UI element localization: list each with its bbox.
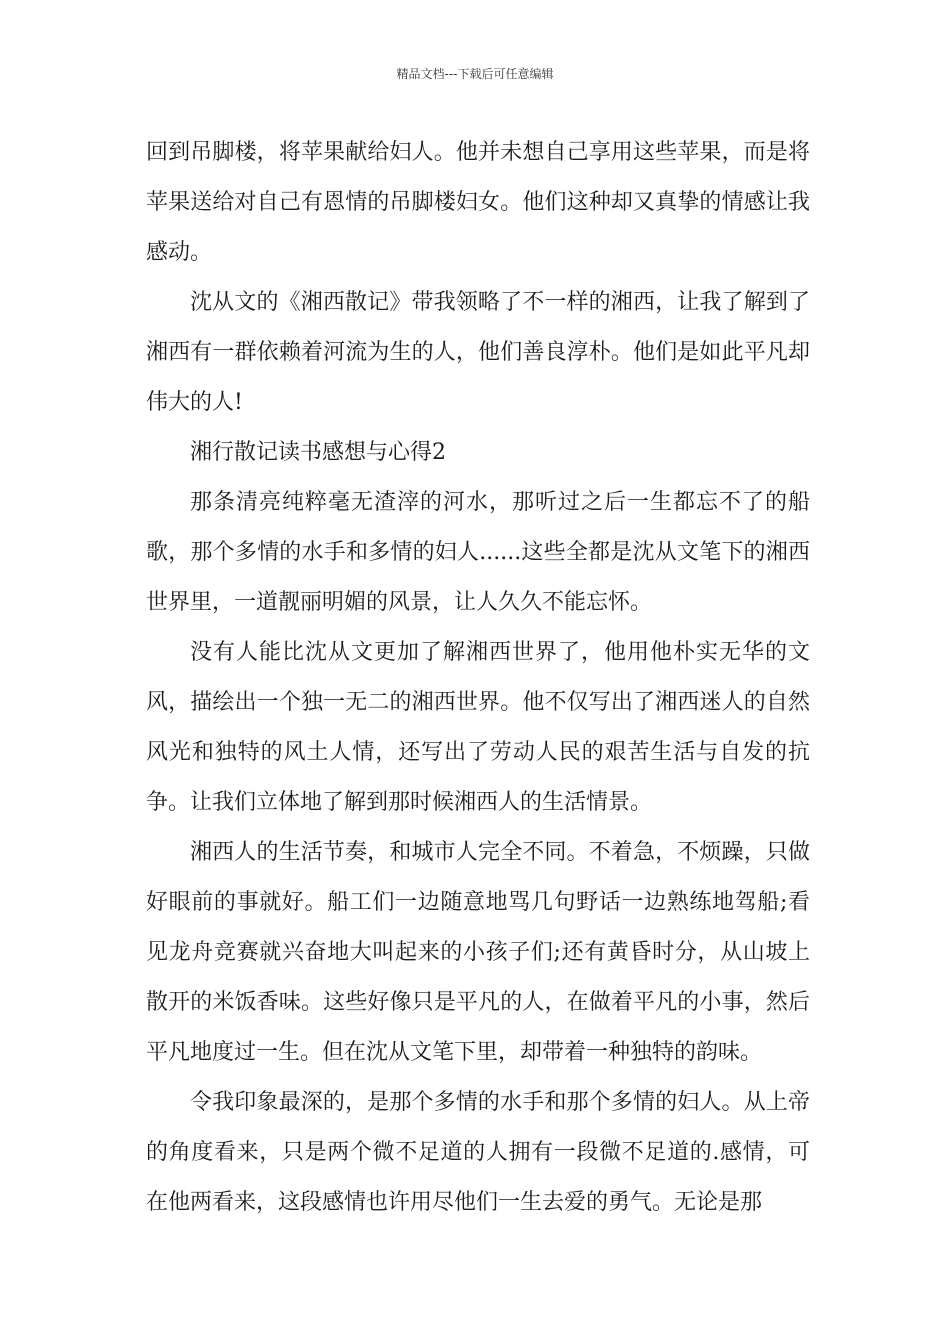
section-heading: 湘行散记读书感想与心得2 — [190, 440, 446, 465]
page-header: 精品文档---下载后可任意编辑 — [396, 67, 554, 81]
paragraph-6: 令我印象最深的，是那个多情的水手和那个多情的妇人。从上帝的角度看来，只是两个微不足道的人拥有一段微不足道的.感情，可在他两看来，这段感情也许用尽他们一生去爱的勇气。无论是那 — [146, 1090, 810, 1215]
paragraph-5: 湘西人的生活节奏，和城市人完全不同。不着急，不烦躁，只做好眼前的事就好。船工们一边随意地骂几句野话一边熟练地驾船;看见龙舟竞赛就兴奋地大叫起来的小孩子们;还有黄昏时分，从山坡上散开的米饭香味。这些好像只是平凡的人，在做着平凡的小事，然后平凡地度过一生。但在沈从文笔下里，却带着一种独特的韵味。 — [146, 840, 810, 1065]
document-body — [146, 128, 810, 1228]
paragraph-1: 回到吊脚楼，将苹果献给妇人。他并未想自己享用这些苹果，而是将苹果送给对自己有恩情的吊脚楼妇女。他们这种却又真挚的情感让我感动。 — [146, 140, 810, 265]
paragraph-3: 那条清亮纯粹毫无渣滓的河水，那听过之后一生都忘不了的船歌，那个多情的水手和多情的妇人......这些全都是沈从文笔下的湘西世界里，一道靓丽明媚的风景，让人久久不能忘怀。 — [146, 490, 810, 615]
paragraph-4: 没有人能比沈从文更加了解湘西世界了，他用他朴实无华的文风，描绘出一个独一无二的湘西世界。他不仅写出了湘西迷人的自然风光和独特的风土人情，还写出了劳动人民的艰苦生活与自发的抗争。让我们立体地了解到那时候湘西人的生活情景。 — [146, 640, 810, 815]
paragraph-2: 沈从文的《湘西散记》带我领略了不一样的湘西，让我了解到了湘西有一群依赖着河流为生的人，他们善良淳朴。他们是如此平凡却伟大的人! — [146, 290, 810, 415]
